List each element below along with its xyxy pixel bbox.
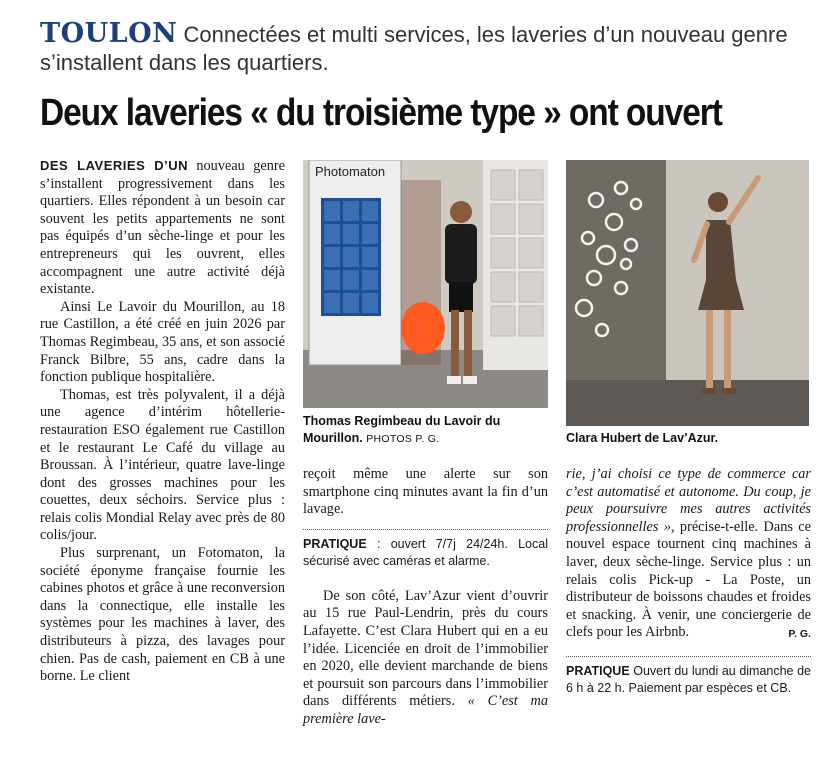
- section-kicker: TOULON: [40, 18, 178, 49]
- photo-illustration-2: [566, 160, 809, 426]
- paragraph-1-text: nouveau genre s’installent progressivement dans les quartiers. Elles répondent à un besoin car souvent les petits appartements ne sont pas équipés d’un sèche-linge et pour les entrepreneurs qui les ouvrent, elles accompagnent une autre activité déjà existante.: [40, 158, 285, 298]
- deck: [40, 20, 820, 77]
- pratique-text: : ouvert 7/7j 24/24h. Local sécurisé avec caméras et alarme.: [303, 536, 548, 568]
- photo-thomas-regimbeau: [303, 160, 548, 408]
- photo-1-caption: [303, 413, 548, 448]
- pratique-box-2: [566, 656, 811, 697]
- paragraph-3: Thomas, est très polyvalent, il a déjà une agence d’intérim hôtellerie-restauration ESO également rue Castillon et le restaurant Le Café du village au Broussan. À l’intérieur, quatre lave-linge dont des grosses machines pour les couettes, deux séchoirs. Service plus : relais colis Mondial Relay avec près de 80 colis/jour.: [40, 386, 285, 544]
- headline: Deux laveries « du troisième type » ont ouvert: [40, 92, 722, 134]
- article-column-3: [566, 466, 811, 697]
- paragraph-7: [566, 466, 811, 642]
- paragraph-2: Ainsi Le Lavoir du Mourillon, au 18 rue Castillon, a été créé en juin 2026 par Thomas Regimbeau, 35 ans, et son associé Franck Bilbre, 55 ans, cadre dans la fonction publique hospitalière.: [40, 298, 285, 386]
- paragraph-6: [303, 588, 548, 729]
- paragraph-1: [40, 157, 285, 299]
- paragraph-6-text: De son côté, Lav’Azur vient d’ouvrir au 15 rue Paul-Lendrin, près du cours Lafayette. C’est Clara Hubert qui en a eu l’idée. Licenciée en droit de l’immobilier en 2020, elle devient marchande de biens et poursuit son parcours dans l’immobilier dans différents métiers.: [303, 587, 548, 710]
- photo-clara-hubert: [566, 160, 809, 426]
- booth-sign: Photomaton: [315, 164, 386, 179]
- pratique-box-1: [303, 529, 548, 570]
- pratique-text-2: Ouvert du lundi au dimanche de 6 h à 22 h. Paiement par espèces et CB.: [566, 663, 811, 695]
- paragraph-4: Plus surprenant, un Fotomaton, la société éponyme française fournie les cabines photos et grâce à une reconversion dans la connectique, elle installe les systèmes pour les machines à laver, des distributeurs à pizza, des lavages pour chien. Pas de cash, paiement en CB à une borne. Le client: [40, 545, 285, 685]
- article-column-2: [303, 466, 548, 729]
- lead-in: DES LAVERIES D’UN: [40, 158, 188, 173]
- photo-2-caption: Clara Hubert de Lav’Azur.: [566, 431, 719, 445]
- deck-text: Connectées et multi services, les laveries d’un nouveau genre s’installent dans les quartiers.: [40, 22, 788, 75]
- quote-start: « C’est ma première lave-: [303, 693, 548, 727]
- caption-text: Thomas Regimbeau du Lavoir du Mourillon.: [303, 414, 501, 445]
- paragraph-7-text: , précise-t-elle. Dans ce nouvel espace tournent cinq machines à laver, deux sèche-linge. Service plus : un relais colis Pick-up - La Poste, un distributeur de boissons chaudes et froides et snacking. À venir, une conciergerie de clefs pour les Airbnb.: [566, 518, 811, 641]
- photo-illustration: [303, 160, 548, 408]
- article-column-1: [40, 157, 285, 686]
- pratique-label: PRATIQUE: [303, 536, 367, 551]
- paragraph-5: reçoit même une alerte sur son smartphone cinq minutes avant la fin d’un lavage.: [303, 466, 548, 518]
- quote-text: rie, j’ai choisi ce type de commerce car c’est automatisé et autonome. Du coup, je peux poursuivre mes autres activités professionnelles »: [566, 466, 811, 535]
- photo-credit: PHOTOS P. G.: [366, 433, 440, 445]
- author-signature: P. G.: [788, 628, 811, 641]
- pratique-label-2: PRATIQUE: [566, 663, 630, 678]
